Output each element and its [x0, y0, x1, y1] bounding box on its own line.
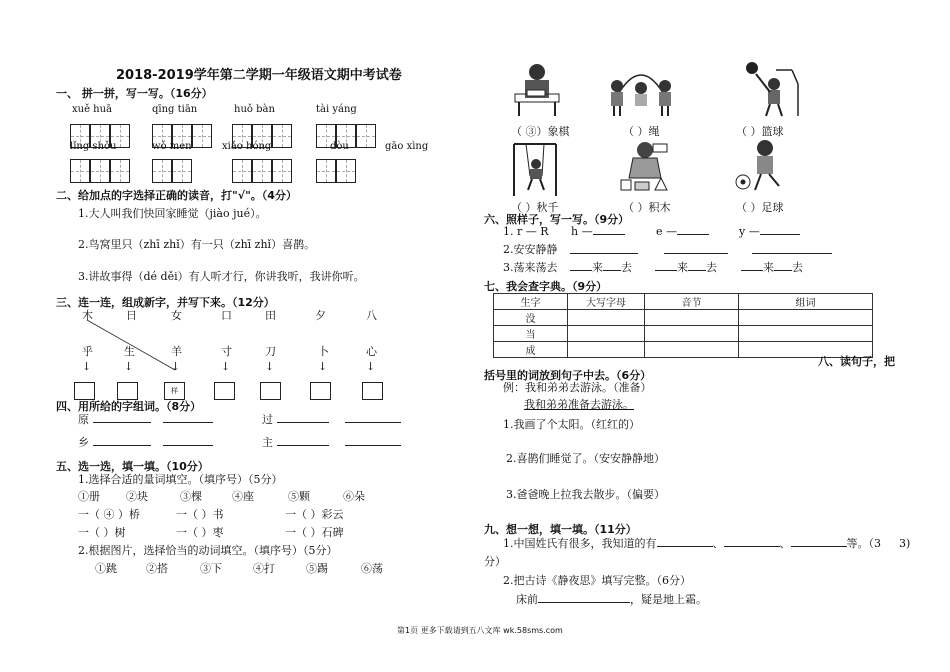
- down-arrow-icon: ↓: [221, 360, 231, 373]
- question-item: 2.鸟窝里只（zhī zhǐ）有一只（zhī zhǐ）喜鹊。: [78, 238, 316, 251]
- blank[interactable]: [741, 270, 763, 271]
- blank[interactable]: [724, 546, 780, 547]
- example-text: 例：我和弟弟去游泳。（准备）: [503, 381, 652, 394]
- blank[interactable]: [655, 270, 677, 271]
- writing-grid[interactable]: [232, 159, 252, 183]
- section-4-heading: 四、用所给的字组词。（8分）: [56, 400, 202, 413]
- picture-label[interactable]: （ ）篮球: [736, 125, 784, 138]
- writing-grid[interactable]: [110, 159, 130, 183]
- down-arrow-icon: ↓: [82, 360, 92, 373]
- question-text: 分）: [484, 555, 506, 568]
- case-letter: h —: [571, 225, 593, 238]
- writing-grid[interactable]: [316, 159, 336, 183]
- question-item: 3.爸爸晚上拉我去散步。（偏要）: [506, 488, 665, 501]
- writing-grid[interactable]: [252, 159, 272, 183]
- pattern-char: 去: [621, 261, 632, 274]
- case-letter: y —: [739, 225, 760, 238]
- option: ③下: [200, 562, 222, 575]
- table-header: 生字: [494, 294, 568, 310]
- example-text: 2.安安静静: [503, 243, 558, 256]
- fill-item[interactable]: 一（ ）石碑: [285, 526, 344, 539]
- char-bottom: 羊: [171, 345, 182, 358]
- char-top: 木: [82, 309, 93, 322]
- example-text: 3.荡来荡去: [503, 261, 558, 274]
- basketball-player-icon: [740, 60, 802, 118]
- blank[interactable]: [774, 270, 792, 271]
- answer-box[interactable]: [362, 382, 383, 400]
- section-9-heading: 九、想一想，填一填。（11分）: [484, 523, 637, 536]
- pinyin: wǒ men: [152, 141, 192, 152]
- picture-label[interactable]: （ ）足球: [736, 201, 784, 214]
- table-cell: 成: [494, 342, 568, 358]
- pattern-blank: [655, 259, 717, 275]
- section-8-heading: 括号里的词放到句子中去。（6分）: [484, 369, 652, 382]
- option: ④座: [232, 490, 254, 503]
- pinyin: huǒ bàn: [234, 104, 275, 115]
- option: ⑥荡: [361, 562, 383, 575]
- char-bottom: 心: [366, 345, 377, 358]
- section-6-heading: 六、照样子，写一写。（9分）: [484, 213, 630, 226]
- poem-line: [516, 591, 707, 607]
- building-blocks-icon: [615, 136, 673, 196]
- char-top: 日: [126, 309, 137, 322]
- writing-grid[interactable]: [192, 124, 212, 148]
- option: ①跳: [95, 562, 117, 575]
- question-item: 1.我画了个太阳。（红红的）: [503, 418, 640, 431]
- pattern-char: 去: [792, 261, 803, 274]
- pattern-blank: [570, 259, 632, 275]
- fill-item[interactable]: 一（ ）枣: [176, 526, 224, 539]
- word-row: [78, 434, 213, 450]
- question-item: 1.中国姓氏有很多，我知道的有 、 、 等。（3 3): [503, 537, 911, 550]
- fill-item[interactable]: 一（ ）彩云: [285, 508, 344, 521]
- writing-grid[interactable]: [152, 159, 172, 183]
- option: ②块: [126, 490, 148, 503]
- blank[interactable]: [603, 270, 621, 271]
- table-header: 组词: [739, 294, 873, 310]
- table-cell[interactable]: [645, 310, 739, 326]
- question-item: 2.根据图片，选择恰当的动词填空。（填序号）（5分）: [78, 544, 338, 557]
- char-bottom: 卜: [318, 345, 329, 358]
- down-arrow-icon: ↓: [366, 360, 376, 373]
- pinyin: tài yáng: [316, 104, 357, 115]
- pinyin: gāo xìng: [385, 141, 429, 152]
- table-cell[interactable]: [739, 310, 873, 326]
- blank[interactable]: [277, 422, 329, 423]
- blank[interactable]: [752, 253, 832, 254]
- blank[interactable]: [93, 445, 151, 446]
- blank[interactable]: [277, 445, 329, 446]
- option: ④打: [253, 562, 275, 575]
- blank[interactable]: [570, 253, 638, 254]
- writing-grid[interactable]: [272, 159, 292, 183]
- section-2-heading: 二、给加点的字选择正确的读音，打"√"。（4分）: [56, 189, 297, 202]
- section-7-heading: 七、我会查字典。（9分）: [484, 280, 608, 293]
- picture-label[interactable]: （ ③）象棋: [511, 125, 570, 138]
- question-item: 2.喜鹊们睡觉了。（安安静静地）: [506, 452, 665, 465]
- char-top: 女: [171, 309, 182, 322]
- pattern-char: 来: [763, 261, 774, 274]
- example-answer: 我和弟弟准备去游泳。: [524, 398, 634, 411]
- table-cell[interactable]: [568, 342, 645, 358]
- word-row: [78, 411, 213, 427]
- blank[interactable]: [93, 422, 151, 423]
- answer-box[interactable]: [214, 382, 235, 400]
- pattern-blank: [741, 259, 803, 275]
- blank[interactable]: [657, 546, 713, 547]
- table-header: 大写字母: [568, 294, 645, 310]
- case-letter: e —: [656, 225, 678, 238]
- option: ⑥朵: [343, 490, 365, 503]
- char-bottom: 乎: [82, 345, 93, 358]
- option: ①册: [78, 490, 100, 503]
- blank[interactable]: [664, 253, 728, 254]
- pinyin: lǐng shǒu: [70, 141, 117, 152]
- case-item: [571, 225, 625, 238]
- table-cell[interactable]: [568, 326, 645, 342]
- down-arrow-icon: ↓: [171, 360, 181, 373]
- question-item: 1.大人叫我们快回家睡觉（jiào jué）。: [78, 207, 267, 220]
- option: ⑤踢: [306, 562, 328, 575]
- char-top: 口: [221, 309, 232, 322]
- pinyin: xiǎo hóng: [222, 141, 272, 152]
- section-8-heading: 八、读句子，把: [818, 355, 895, 368]
- given-char: 主: [262, 436, 273, 449]
- blank[interactable]: [570, 270, 592, 271]
- word-row: [262, 411, 401, 427]
- writing-grid[interactable]: [272, 124, 292, 148]
- table-cell[interactable]: [645, 342, 739, 358]
- blank[interactable]: [593, 234, 625, 235]
- blank[interactable]: [760, 234, 800, 235]
- given-char: 乡: [78, 436, 89, 449]
- down-arrow-icon: ↓: [318, 360, 328, 373]
- answer-box[interactable]: [260, 382, 281, 400]
- answer-box[interactable]: [310, 382, 331, 400]
- case-item: [739, 225, 800, 238]
- char-top: 八: [366, 309, 377, 322]
- dictionary-table: [493, 293, 873, 358]
- question-item: 3.讲故事得（dé děi）有人听才行，你讲我听，我讲你听。: [78, 270, 365, 283]
- answer-box[interactable]: 样: [164, 382, 185, 400]
- pattern-char: 来: [677, 261, 688, 274]
- char-top: 田: [265, 309, 276, 322]
- writing-grid[interactable]: [90, 159, 110, 183]
- swing-icon: [510, 140, 560, 198]
- poem-text: 床前: [516, 593, 538, 606]
- footer: 第1页 更多下载请到五八文库 wk.58sms.com: [397, 626, 563, 635]
- char-bottom: 寸: [221, 345, 232, 358]
- table-cell[interactable]: [739, 326, 873, 342]
- fill-item[interactable]: 一（ ④ ）桥: [78, 508, 140, 521]
- case-item: [656, 225, 709, 238]
- writing-grid[interactable]: [172, 159, 192, 183]
- pinyin: xuě huā: [72, 104, 113, 115]
- down-arrow-icon: ↓: [124, 360, 134, 373]
- page-title: 2018-2019学年第二学期一年级语文期中考试卷: [116, 68, 402, 83]
- question-text: 等。（3: [846, 537, 881, 550]
- fill-item[interactable]: 一（ ）树: [78, 526, 126, 539]
- blank[interactable]: [163, 422, 213, 423]
- option: ②搭: [146, 562, 168, 575]
- table-header: 音节: [645, 294, 739, 310]
- section-5-heading: 五、选一选，填一填。（10分）: [56, 460, 209, 473]
- given-char: 原: [78, 413, 89, 426]
- option: ③棵: [180, 490, 202, 503]
- picture-label[interactable]: （ ）秋千: [511, 201, 559, 214]
- table-cell: 没: [494, 310, 568, 326]
- word-row: [262, 434, 401, 450]
- writing-grid[interactable]: [70, 159, 90, 183]
- pattern-char: 来: [592, 261, 603, 274]
- writing-grid[interactable]: [336, 159, 356, 183]
- char-bottom: 刀: [265, 345, 276, 358]
- section-3-heading: 三、连一连，组成新字，并写下来。（12分）: [56, 296, 275, 309]
- blank[interactable]: [791, 546, 847, 547]
- writing-grid[interactable]: [356, 124, 376, 148]
- pinyin: qīng tiān: [152, 104, 198, 115]
- case-item: 1. r — R: [503, 225, 549, 238]
- rope-jumping-icon: [605, 60, 677, 118]
- football-player-icon: [733, 136, 791, 196]
- section-1-heading: 一、 拼一拼，写一写。（16分）: [56, 87, 213, 100]
- char-top: 夕: [315, 309, 326, 322]
- question-item: 2.把古诗《静夜思》填写完整。（6分）: [503, 574, 691, 587]
- question-text: 1.中国姓氏有很多，我知道的有: [503, 537, 657, 550]
- question-item: 1.选择合适的量词填空。（填序号）（5分）: [78, 473, 283, 486]
- down-arrow-icon: ↓: [265, 360, 275, 373]
- blank[interactable]: [345, 422, 401, 423]
- char-bottom: 生: [124, 345, 135, 358]
- blank[interactable]: [688, 270, 706, 271]
- pattern-char: 去: [706, 261, 717, 274]
- blank[interactable]: [345, 445, 401, 446]
- blank[interactable]: [677, 234, 709, 235]
- given-char: 过: [262, 413, 273, 426]
- picture-label[interactable]: （ ）绳: [623, 125, 660, 138]
- question-text: 3): [899, 537, 911, 550]
- poem-text: ，疑是地上霜。: [630, 593, 707, 606]
- table-cell[interactable]: [568, 310, 645, 326]
- pinyin: dòu: [330, 141, 349, 152]
- option: ⑤颗: [288, 490, 310, 503]
- table-cell: 当: [494, 326, 568, 342]
- fill-item[interactable]: 一（ ）书: [176, 508, 224, 521]
- chess-player-icon: [507, 60, 569, 118]
- blank[interactable]: [163, 445, 213, 446]
- blank[interactable]: [538, 602, 630, 603]
- picture-label[interactable]: （ ）积木: [623, 201, 671, 214]
- table-cell[interactable]: [645, 326, 739, 342]
